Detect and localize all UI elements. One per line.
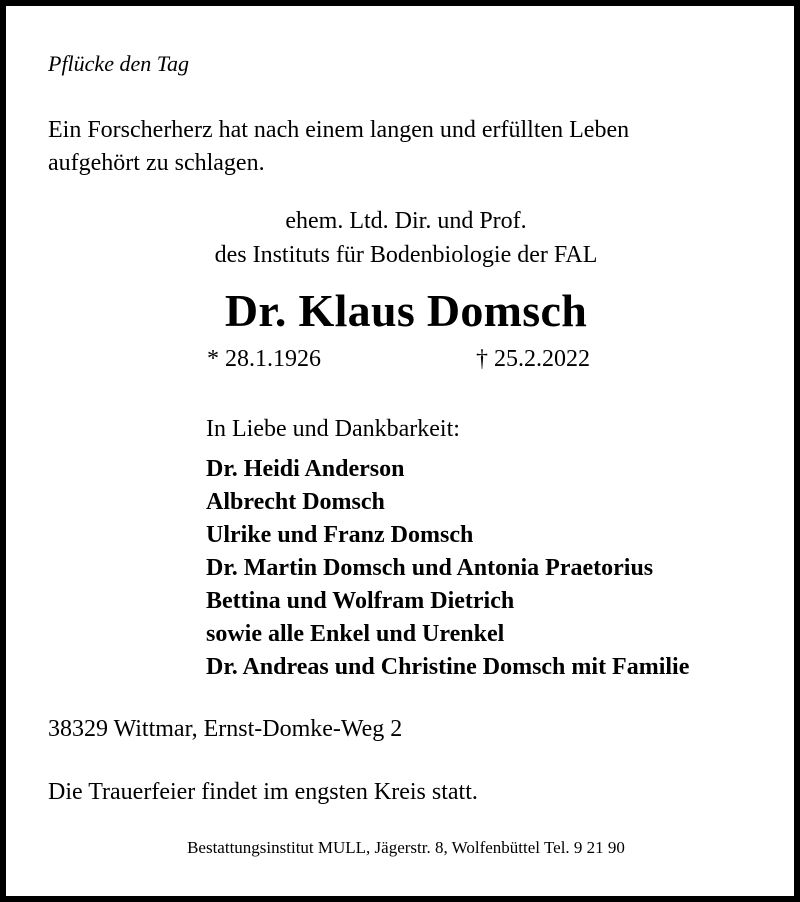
mourner: Albrecht Domsch <box>206 489 385 515</box>
mourner: Dr. Heidi Anderson <box>206 456 405 482</box>
professional-title: ehem. Ltd. Dir. und Prof. <box>285 208 527 234</box>
motto: Pflücke den Tag <box>48 51 189 76</box>
address: 38329 Wittmar, Ernst-Domke-Weg 2 <box>48 716 403 742</box>
intro-line: aufgehört zu schlagen. <box>48 150 265 176</box>
birth-date: * 28.1.1926 <box>207 346 321 372</box>
ceremony-note: Die Trauerfeier findet im engsten Kreis statt. <box>48 779 478 805</box>
mourner: sowie alle Enkel und Urenkel <box>206 621 505 647</box>
institute-title: des Instituts für Bodenbiologie der FAL <box>214 242 598 268</box>
deceased-name: Dr. Klaus Domsch <box>224 285 588 336</box>
mourners-intro: In Liebe und Dankbarkeit: <box>206 416 460 442</box>
mourner: Ulrike und Franz Domsch <box>206 522 474 548</box>
mourner: Dr. Andreas und Christine Domsch mit Familie <box>206 654 690 680</box>
mourner: Bettina und Wolfram Dietrich <box>206 588 515 614</box>
undertaker-info: Bestattungsinstitut MULL, Jägerstr. 8, Wolfenbüttel Tel. 9 21 90 <box>187 838 625 857</box>
mourners-list <box>206 453 689 684</box>
mourner: Dr. Martin Domsch und Antonia Praetorius <box>206 555 654 581</box>
intro-line: Ein Forscherherz hat nach einem langen und erfüllten Leben <box>48 117 630 143</box>
death-date: † 25.2.2022 <box>476 346 590 372</box>
intro-text <box>48 114 768 180</box>
